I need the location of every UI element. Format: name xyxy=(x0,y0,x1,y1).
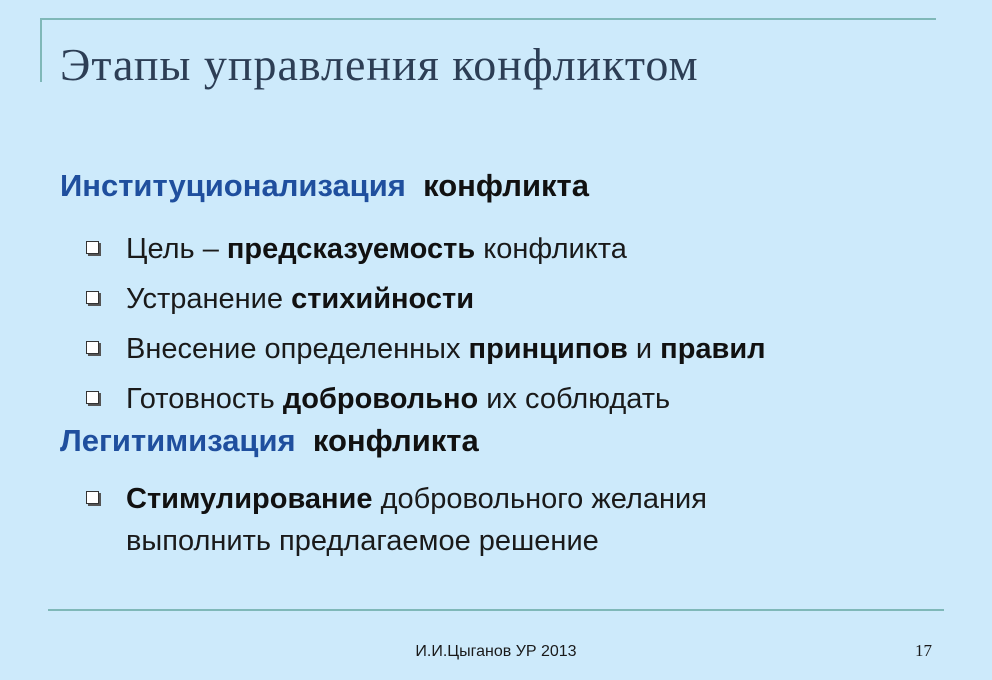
title-frame-top xyxy=(40,18,936,20)
checkbox-bullet-icon xyxy=(86,291,99,304)
heading-term: Легитимизация xyxy=(60,423,296,458)
section-heading-institutionalization xyxy=(60,168,589,204)
list-item: Стимулирование добровольного желания выполнить предлагаемое решение xyxy=(86,478,707,562)
checkbox-bullet-icon xyxy=(86,491,99,504)
checkbox-bullet-icon xyxy=(86,391,99,404)
checkbox-bullet-icon xyxy=(86,341,99,354)
list-item: Внесение определенных принципов и правил xyxy=(86,324,766,374)
heading-term: Институционализация xyxy=(60,168,406,203)
page-number: 17 xyxy=(915,641,932,660)
institutionalization-list xyxy=(86,224,766,424)
legitimization-list xyxy=(86,478,707,562)
heading-object: конфликта xyxy=(312,423,479,458)
title-frame-left xyxy=(40,18,42,82)
list-item: Готовность добровольно их соблюдать xyxy=(86,374,766,424)
checkbox-bullet-icon xyxy=(86,241,99,254)
footer-divider xyxy=(48,609,944,611)
heading-object: конфликта xyxy=(423,168,589,203)
slide-title: Этапы управления конфликтом xyxy=(60,39,699,90)
list-item: Устранение стихийности xyxy=(86,274,766,324)
footer-author: И.И.Цыганов УР 2013 xyxy=(415,643,577,660)
section-heading-legitimization xyxy=(60,423,479,459)
list-item: Цель – предсказуемость конфликта xyxy=(86,224,766,274)
